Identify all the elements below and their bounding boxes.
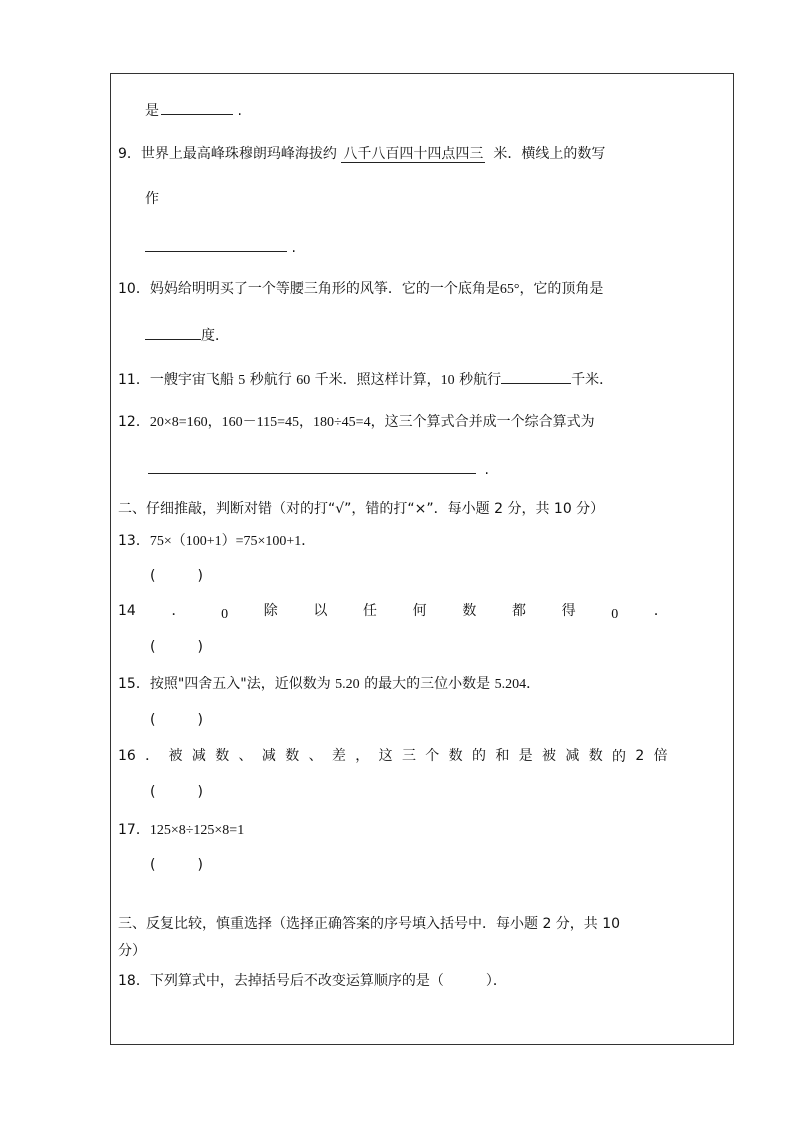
q18-number: 18． [118,973,150,989]
q16-part: 这 [378,748,393,764]
q14-part: 以 [313,603,328,619]
q13-expr: 75×（100+1）=75×100+1． [149,534,316,549]
q16-part: 数 [215,748,230,764]
q12 [118,413,595,432]
q14-answer-paren[interactable]: ( ) [150,639,203,655]
q12-text-a: ，这三个算式合并成一个综合算式为 [370,414,595,430]
q16-part: 数 [588,748,603,764]
q12-number: 12． [118,414,150,430]
q17 [118,821,244,840]
q16-part: ， [355,748,370,764]
q16-part: 被 [168,748,183,764]
q16-part: 三 [401,748,416,764]
q9-number: 9． [118,146,141,162]
q16-part: 2 [635,748,645,764]
q11-text-e: 千米． [571,372,614,388]
q14-part: 何 [412,603,427,619]
q8-end: . [237,103,242,119]
q11-text-d: 秒航行 [459,372,502,388]
q16 [118,747,668,765]
q9-answer-blank[interactable] [145,237,287,252]
q13-answer-paren[interactable]: ( ) [150,568,203,584]
q15 [118,675,540,694]
q10-angle: 65° [499,282,520,297]
q9-end: . [291,240,296,256]
q15-n1: 5.20 [335,677,360,692]
q14-part: 数 [462,603,477,619]
q9-line3 [145,237,296,257]
q11-number: 11． [118,372,150,388]
document-frame [110,73,734,1045]
q12-answer-blank[interactable] [148,459,476,474]
q16-number: 16 [118,748,136,764]
q8-answer-blank[interactable] [161,100,233,115]
q10-text-b: ，它的顶角是 [519,281,604,297]
q10-text-c: 度． [201,328,229,344]
q16-part: 减 [565,748,580,764]
q14-part: 0 [221,607,229,622]
q16-answer-paren[interactable]: ( ) [150,784,203,800]
q14-part: 0 [611,607,619,622]
q17-expr: 125×8÷125×8=1 [149,823,245,838]
q13 [118,532,315,551]
q15-number: 15． [118,676,150,692]
q12-end: . [484,462,489,478]
q14-part: ． [171,603,186,619]
q17-answer-paren[interactable]: ( ) [150,857,203,873]
q12-line2 [148,459,489,479]
q16-part: 和 [495,748,510,764]
q14 [118,602,668,620]
q11-text-a: 一艘宇宙飞船 [149,372,234,388]
q18-text: 下列算式中，去掉括号后不改变运算顺序的是（ ）． [149,973,507,989]
q11-text-c: 千米．照这样计算， [314,372,441,388]
q17-number: 17． [118,822,150,838]
q11-n1: 5 [238,373,246,388]
q14-part: 都 [511,603,526,619]
q16-part: 数 [448,748,463,764]
q14-part: 除 [263,603,278,619]
q9-text-b: 米．横线上的数写 [493,146,606,162]
q16-part: 减 [261,748,276,764]
q15-answer-paren[interactable]: ( ) [150,712,203,728]
q11 [118,369,613,390]
q9 [118,145,605,163]
q9-line2: 作 [145,191,159,207]
section2-heading: 二、仔细推敲，判断对错（对的打“√”，错的打“×”．每小题 2 分，共 10 分） [118,501,605,517]
q10-number: 10． [118,281,150,297]
q8-text: 是 [145,103,159,119]
q11-answer-blank[interactable] [501,369,571,384]
q9-underlined-value: 八千八百四十四点四三 [343,146,484,162]
q8-tail [145,100,242,120]
q16-part: 是 [518,748,533,764]
q12-formula: 20×8=160，160－115=45，180÷45=4 [149,415,371,430]
q16-part: 减 [191,748,206,764]
q11-n2: 60 [296,373,311,388]
q16-part: 、 [238,748,253,764]
q16-part: 倍 [653,748,668,764]
q16-part: 差 [331,748,346,764]
q16-part: 、 [308,748,323,764]
q11-n3: 10 [440,373,455,388]
q10 [118,280,603,299]
q14-part: 任 [363,603,378,619]
q16-part: 被 [542,748,557,764]
q11-text-b: 秒航行 [249,372,292,388]
q10-line2 [145,325,229,345]
q15-n2: 5.204 [494,677,527,692]
q15-end: ． [526,676,541,692]
q16-part: 个 [425,748,440,764]
q16-part: 数 [285,748,300,764]
q15-text-a: 按照"四舍五入"法，近似数为 [149,676,331,692]
q10-text-a: 妈妈给明明买了一个等腰三角形的风筝．它的一个底角是 [149,281,500,297]
q16-part: 的 [471,748,486,764]
section3-heading: 三、反复比较，慎重选择（选择正确答案的序号填入括号中．每小题 2 分，共 10 [118,916,621,932]
q14-number: 14 [118,603,136,619]
q9-text-a: 世界上最高峰珠穆朗玛峰海拔约 [140,146,337,162]
q10-answer-blank[interactable] [145,325,201,340]
q16-part: ． [145,748,160,764]
q15-text-b: 的最大的三位小数是 [364,676,491,692]
q13-number: 13． [118,533,150,549]
q18 [118,972,507,990]
q16-part: 的 [612,750,627,765]
q14-part: 得 [561,603,576,619]
q14-part: ． [653,603,668,619]
section3-heading-cont: 分） [118,943,146,959]
